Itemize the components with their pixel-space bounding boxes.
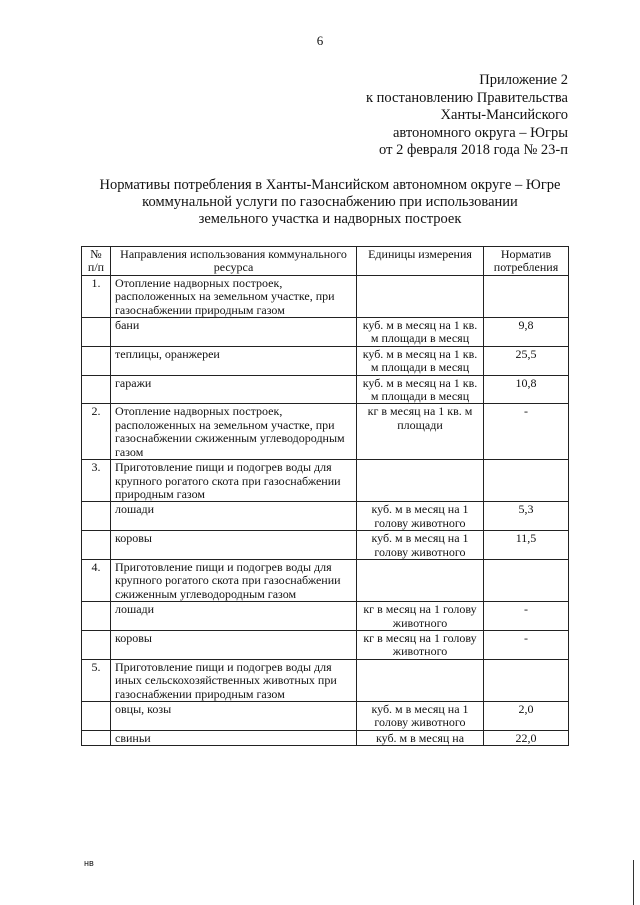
title-line: коммунальной услуги по газоснабжению при использовании [142,194,518,210]
table-row [82,375,569,404]
norm-cell [484,460,569,502]
title-line: земельного участка и надворных построек [198,211,462,227]
direction-cell: Приготовление пищи и подогрев воды для иных сельскохозяйственных животных при газоснабжении природным газом [111,659,357,701]
table-row [82,630,569,659]
norm-cell: 11,5 [484,531,569,560]
unit-cell [357,275,484,317]
table-row [82,559,569,601]
unit-cell: куб. м в месяц на 1 кв. м площади в месяц [357,346,484,375]
table-row [82,730,569,745]
norm-cell: 2,0 [484,702,569,731]
header-num: № п/п [82,247,111,276]
row-number-cell [82,318,111,347]
unit-cell [357,559,484,601]
direction-cell: свиньи [111,730,357,745]
direction-cell: коровы [111,531,357,560]
table-row [82,404,569,460]
appendix-line: к постановлению Правительства [366,89,568,106]
norm-cell [484,659,569,701]
unit-cell: куб. м в месяц на 1 кв. м площади в месяц [357,375,484,404]
unit-cell: куб. м в месяц на 1 кв. м площади в месяц [357,318,484,347]
direction-cell: теплицы, оранжереи [111,346,357,375]
row-number-cell: 5. [82,659,111,701]
direction-cell: бани [111,318,357,347]
table-row [82,702,569,731]
table-row [82,275,569,317]
unit-cell: куб. м в месяц на 1 голову животного [357,502,484,531]
norm-cell: - [484,630,569,659]
footer-mark: нв [84,858,94,868]
appendix-line: от 2 февраля 2018 года № 23-п [379,142,568,158]
page-edge-line [633,860,634,905]
table-row [82,460,569,502]
appendix-line: Приложение 2 [479,72,568,88]
appendix-block [366,72,568,160]
table-row [82,318,569,347]
direction-cell: овцы, козы [111,702,357,731]
row-number-cell [82,531,111,560]
direction-cell: лошади [111,502,357,531]
direction-cell: гаражи [111,375,357,404]
row-number-cell: 3. [82,460,111,502]
norm-cell: 5,3 [484,502,569,531]
header-unit: Единицы измерения [357,247,484,276]
norm-cell [484,275,569,317]
norm-cell: 22,0 [484,730,569,745]
table-row [82,502,569,531]
unit-cell [357,460,484,502]
unit-cell [357,659,484,701]
direction-cell: коровы [111,630,357,659]
header-direction: Направления использования коммунального ресурса [111,247,357,276]
row-number-cell [82,502,111,531]
direction-cell: лошади [111,602,357,631]
row-number-cell [82,602,111,631]
document-title [60,177,600,228]
norm-cell: 9,8 [484,318,569,347]
table-row [82,531,569,560]
row-number-cell [82,375,111,404]
row-number-cell [82,730,111,745]
appendix-line: Ханты-Мансийского [440,107,568,123]
row-number-cell [82,630,111,659]
direction-cell: Отопление надворных построек, расположенных на земельном участке, при газоснабжении сжиженным углеводородным газом [111,404,357,460]
page-number: 6 [316,33,324,48]
table-row [82,602,569,631]
unit-cell: кг в месяц на 1 голову животного [357,630,484,659]
unit-cell: куб. м в месяц на 1 голову животного [357,531,484,560]
norms-table [81,246,569,746]
norm-cell: 10,8 [484,375,569,404]
appendix-line: автономного округа – Югры [392,124,568,141]
unit-cell: кг в месяц на 1 голову животного [357,602,484,631]
norm-cell: 25,5 [484,346,569,375]
norm-cell [484,559,569,601]
unit-cell: куб. м в месяц на 1 голову животного [357,702,484,731]
table-row [82,346,569,375]
unit-cell: кг в месяц на 1 кв. м площади [357,404,484,460]
direction-cell: Приготовление пищи и подогрев воды для крупного рогатого скота при газоснабжении сжиженным углеводородным газом [111,559,357,601]
header-norm: Норматив потребления [484,247,569,276]
table-header-row [82,247,569,276]
row-number-cell: 1. [82,275,111,317]
row-number-cell [82,346,111,375]
row-number-cell: 2. [82,404,111,460]
title-line: Нормативы потребления в Ханты-Мансийском автономном округе – Югре [99,177,561,193]
row-number-cell: 4. [82,559,111,601]
direction-cell: Приготовление пищи и подогрев воды для крупного рогатого скота при газоснабжении природным газом [111,460,357,502]
direction-cell: Отопление надворных построек, расположенных на земельном участке, при газоснабжении природным газом [111,275,357,317]
norm-cell: - [484,404,569,460]
table-row [82,659,569,701]
unit-cell: куб. м в месяц на [357,730,484,745]
row-number-cell [82,702,111,731]
norm-cell: - [484,602,569,631]
